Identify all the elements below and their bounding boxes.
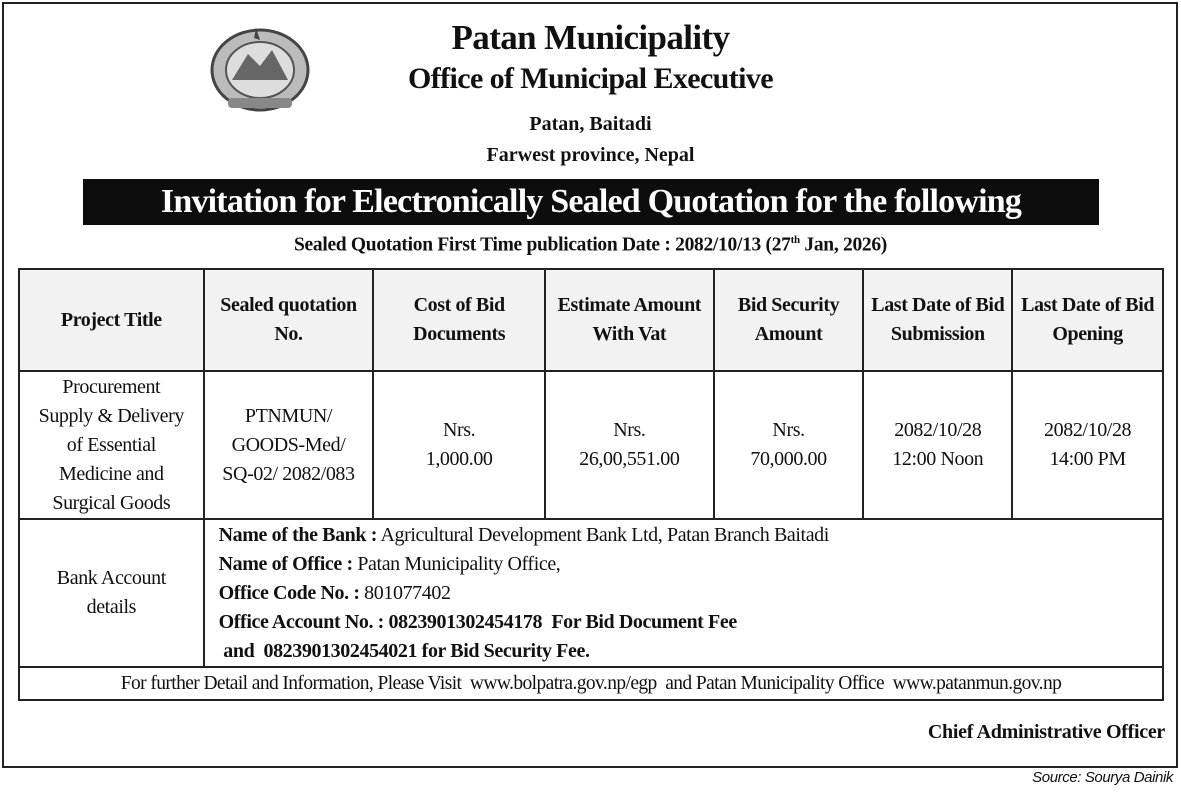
municipality-title: Patan Municipality (451, 18, 730, 57)
bank-details: Name of the Bank : Agricultural Development Bank Ltd, Patan Branch Baitadi Name of Office : Patan Municipality Office, Office Code No. : 801077402 Office Account No. : 0823901302454178 For Bid Document Fee and 0823901302454021 for Bid Security Fee. (204, 519, 1163, 667)
signatory: Chief Administrative Officer (927, 721, 1165, 743)
bank-label: Bank Account details (19, 519, 204, 667)
header-estimate: Estimate Amount With Vat (545, 269, 714, 371)
source-credit: Source: Sourya Dainik (1032, 769, 1173, 786)
cell-submission: 2082/10/28 12:00 Noon (863, 371, 1012, 519)
further-info: For further Detail and Information, Please Visit www.bolpatra.gov.np/egp and Patan Municipality Office www.patanmun.gov.np (19, 667, 1163, 700)
header-security: Bid Security Amount (714, 269, 864, 371)
office-title: Office of Municipal Executive (407, 62, 774, 95)
header-cost: Cost of Bid Documents (373, 269, 545, 371)
cell-estimate: Nrs. 26,00,551.00 (545, 371, 714, 519)
cell-quotation-no: PTNMUN/ GOODS-Med/ SQ-02/ 2082/083 (204, 371, 374, 519)
notice-banner: Invitation for Electronically Sealed Quotation for the following (83, 179, 1099, 225)
cell-security: Nrs. 70,000.00 (714, 371, 864, 519)
header-submission: Last Date of Bid Submission (863, 269, 1012, 371)
cell-cost: Nrs. 1,000.00 (373, 371, 545, 519)
cell-project-title: Procurement Supply & Delivery of Essential Medicine and Surgical Goods (19, 371, 204, 519)
table-row (19, 371, 1163, 519)
bank-row (19, 519, 1163, 667)
header-quotation-no: Sealed quotation No. (204, 269, 374, 371)
location: Patan, Baitadi (529, 113, 652, 135)
footer-row (19, 667, 1163, 700)
quotation-table (18, 268, 1164, 701)
header-opening: Last Date of Bid Opening (1012, 269, 1163, 371)
header-project-title: Project Title (19, 269, 204, 371)
table-header-row (19, 269, 1163, 371)
cell-opening: 2082/10/28 14:00 PM (1012, 371, 1163, 519)
province: Farwest province, Nepal (486, 144, 695, 166)
publication-date: Sealed Quotation First Time publication Date : 2082/10/13 (27th Jan, 2026) (293, 234, 887, 256)
